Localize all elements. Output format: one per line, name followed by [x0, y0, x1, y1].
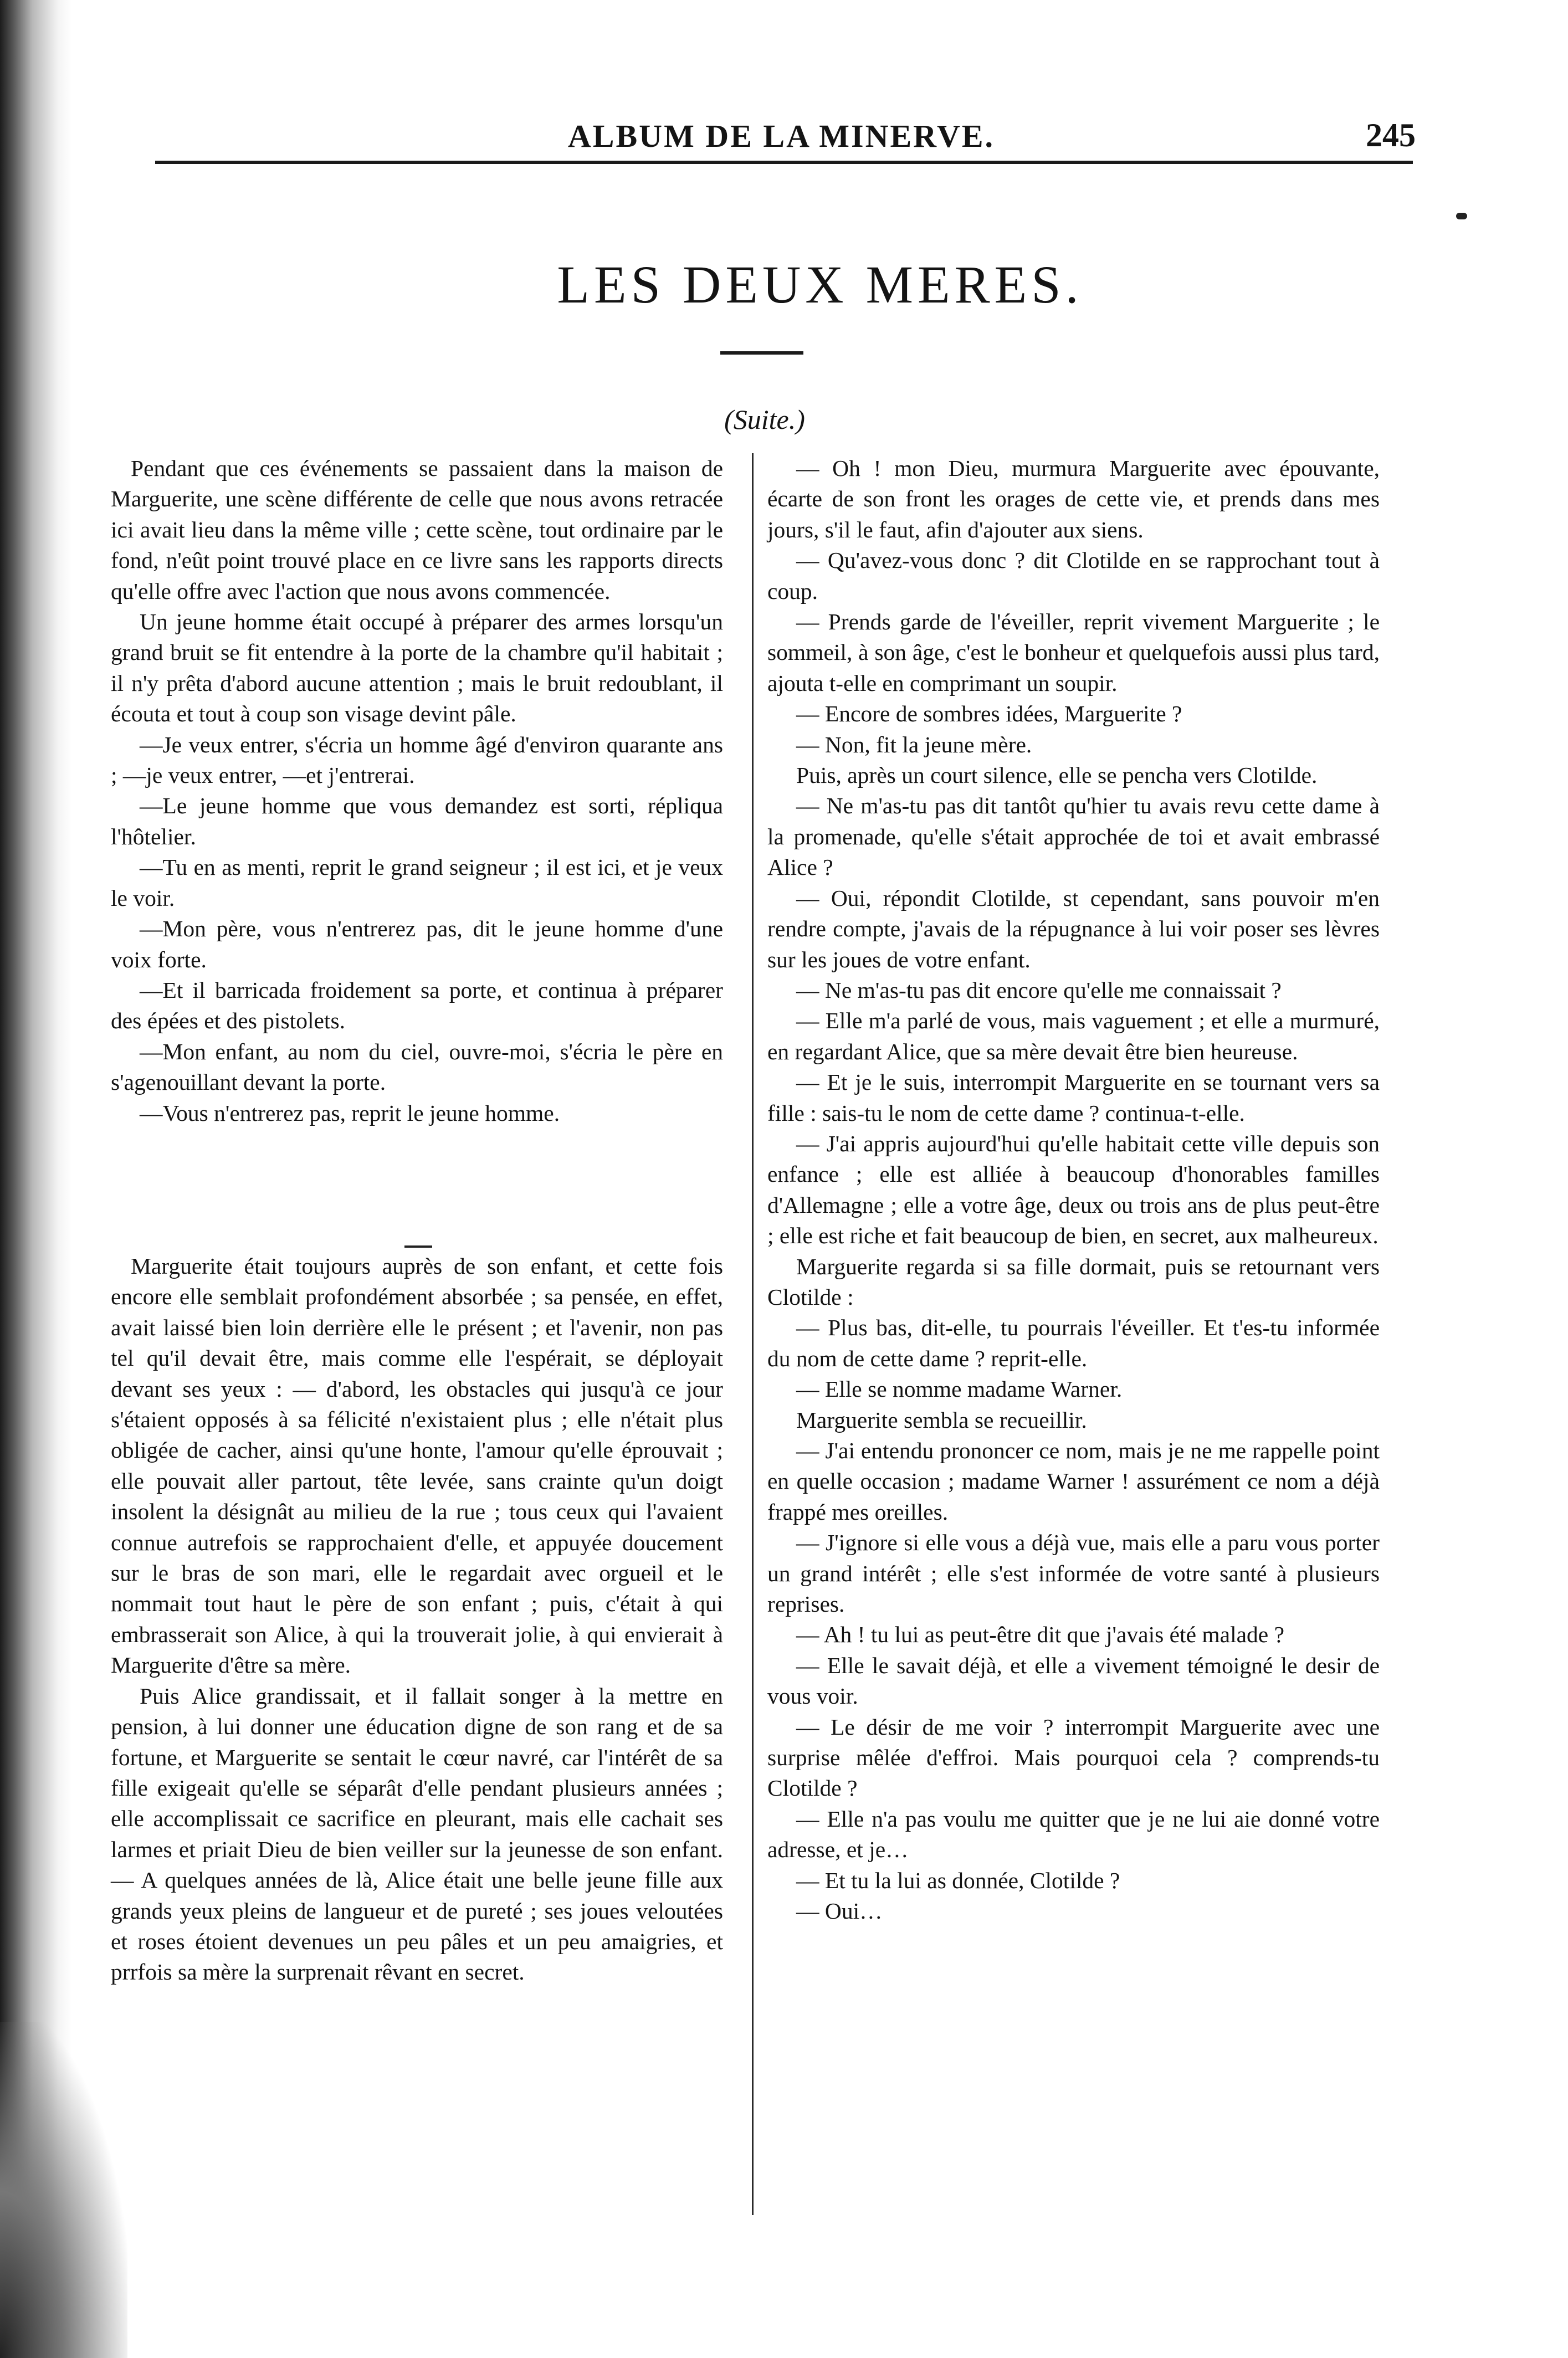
- paragraph: — Elle m'a parlé de vous, mais vaguement ; et elle a murmuré, en regardant Alice, que sa mère devait être bien heureuse.: [767, 1008, 1380, 1064]
- paragraph: — Prends garde de l'éveiller, reprit vivement Marguerite ; le sommeil, à son âge, c'est le bonheur et quelquefois aussi plus tard, ajouta t-elle en comprimant un soupir.: [767, 609, 1380, 696]
- paragraph: — Le désir de me voir ? interrompit Marguerite avec une surprise mêlée d'effroi. Mais pourquoi cela ? comprends-tu Clotilde ?: [767, 1714, 1380, 1801]
- header-rule: [155, 161, 1413, 164]
- paragraph: — Et tu la lui as donnée, Clotilde ?: [796, 1867, 1120, 1893]
- paragraph: — Elle se nomme madame Warner.: [796, 1376, 1123, 1402]
- column-divider: [752, 453, 754, 2215]
- left-column-lower: [111, 1251, 723, 1988]
- paragraph: Un jeune homme était occupé à préparer des armes lorsqu'un grand bruit se fit entendre à la porte de la chambre qu'il habitait ; il n'y prêta d'abord aucune attention ; mais le bruit redoublant, il écouta et tout à coup son visage devint pâle.: [111, 609, 723, 727]
- paragraph: — Oh ! mon Dieu, murmura Marguerite avec épouvante, écarte de son front les orages de cette vie, et prends dans mes jours, s'il le faut, afin d'ajouter aux siens.: [767, 455, 1380, 542]
- paragraph: — Ne m'as-tu pas dit encore qu'elle me connaissait ?: [796, 977, 1282, 1003]
- paragraph: — Elle le savait déjà, et elle a vivement témoigné le desir de vous voir.: [767, 1652, 1380, 1709]
- page-corner-shadow: [0, 2022, 127, 2358]
- paragraph: Puis Alice grandissait, et il fallait songer à la mettre en pension, à lui donner une éducation digne de son rang et de sa fortune, et Marguerite se sentait le cœur navré, car l'intérêt de sa fille exigeait qu'elle se séparât d'elle pendant plusieurs années ; elle accomplissait ce sacrifice en pleurant, mais elle cachait ses larmes et priait Dieu de bien veiller sur la jeunesse de son enfant. — A quelques années de là, Alice était une belle jeune fille aux grands yeux pleins de langueur et de pureté ; ses joues veloutées et roses étoient devenues un peu pâles et un peu amaigries, et prrfois sa mère la surprenait rêvant en secret.: [111, 1683, 723, 1985]
- paragraph: Pendant que ces événements se passaient dans la maison de Marguerite, une scène différente de celle que nous avons retracée ici avait lieu dans la même ville ; cette scène, tout ordinaire par le fond, n'eût point trouvé place en ce livre sans les rapports directs qu'elle offre avec l'action que nous avons commencée.: [111, 455, 723, 604]
- page-number: 245: [1366, 117, 1416, 153]
- ink-speck: [1456, 213, 1467, 219]
- paragraph: — Ah ! tu lui as peut-être dit que j'avais été malade ?: [796, 1622, 1284, 1648]
- paragraph: — Oui, répondit Clotilde, st cependant, sans pouvoir m'en rendre compte, j'avais de la répugnance à lui voir poser ses lèvres sur les joues de votre enfant.: [767, 885, 1380, 972]
- paragraph: — Elle n'a pas voulu me quitter que je ne lui aie donné votre adresse, et je…: [767, 1806, 1380, 1863]
- paragraph: —Le jeune homme que vous demandez est sorti, répliqua l'hôtelier.: [111, 793, 723, 849]
- right-column: [767, 453, 1380, 1927]
- article-title: LES DEUX MERES.: [557, 255, 1083, 314]
- paragraph: Marguerite regarda si sa fille dormait, puis se retournant vers Clotilde :: [767, 1253, 1380, 1310]
- paragraph: —Et il barricada froidement sa porte, et continua à préparer des épées et des pistolets.: [111, 977, 723, 1034]
- paragraph: — J'ignore si elle vous a déjà vue, mais elle a paru vous porter un grand intérêt ; elle s'est informée de votre santé à plusieurs reprises.: [767, 1530, 1380, 1617]
- paragraph: Marguerite était toujours auprès de son enfant, et cette fois encore elle semblait profondément absorbée ; sa pensée, en effet, avait laissé bien loin derrière elle le présent ; et l'avenir, non pas tel qu'il devait être, mais comme elle l'espérait, se déployait devant ses yeux : — d'abord, les obstacles qui jusqu'à ce jour s'étaient opposés à sa félicité n'existaient plus ; elle n'était plus obligée de cacher, ainsi qu'une honte, l'amour qu'elle éprouvait ; elle pouvait aller partout, tête levée, sans crainte qu'un doigt insolent la désignât au milieu de la rue ; tous ceux qui l'avaient connue autrefois se rapprochaient d'elle, et appuyée doucement sur le bras de son mari, elle le regardait avec orgueil et le nommait tout haut le père de son enfant ; puis, c'était à qui embrasserait son Alice, à qui la trouverait jolie, à qui envierait à Marguerite d'être sa mère.: [111, 1253, 723, 1678]
- paragraph: — J'ai entendu prononcer ce nom, mais je ne me rappelle point en quelle occasion ; madame Warner ! assurément ce nom a déjà frappé mes oreilles.: [767, 1438, 1380, 1525]
- paragraph: — Oui…: [796, 1898, 883, 1924]
- paragraph: Marguerite sembla se recueillir.: [796, 1407, 1087, 1433]
- section-break-rule: [404, 1245, 432, 1248]
- paragraph: — J'ai appris aujourd'hui qu'elle habitait cette ville depuis son enfance ; elle est alliée à beaucoup d'honorables familles d'Allemagne ; elle a votre âge, deux ou trois ans de plus peut-être ; elle est riche et fait beaucoup de bien, en secret, aux malheureux.: [767, 1130, 1380, 1249]
- paragraph: — Plus bas, dit-elle, tu pourrais l'éveiller. Et t'es-tu informée du nom de cette dame ? reprit-elle.: [767, 1315, 1380, 1371]
- left-column-upper: [111, 453, 723, 1129]
- paragraph: —Mon père, vous n'entrerez pas, dit le jeune homme d'une voix forte.: [111, 916, 723, 972]
- paragraph: —Vous n'entrerez pas, reprit le jeune homme.: [140, 1100, 560, 1126]
- article-subtitle: (Suite.): [724, 404, 805, 435]
- running-title: ALBUM DE LA MINERVE.: [567, 118, 995, 154]
- paragraph: — Qu'avez-vous donc ? dit Clotilde en se rapprochant tout à coup.: [767, 547, 1380, 604]
- paragraph: Puis, après un court silence, elle se pencha vers Clotilde.: [796, 762, 1318, 788]
- paragraph: — Non, fit la jeune mère.: [796, 731, 1032, 757]
- paragraph: —Tu en as menti, reprit le grand seigneur ; il est ici, et je veux le voir.: [111, 854, 723, 911]
- paragraph: —Mon enfant, au nom du ciel, ouvre-moi, s'écria le père en s'agenouillant devant la porte.: [111, 1038, 723, 1095]
- title-rule: [720, 351, 803, 355]
- paragraph: — Encore de sombres idées, Marguerite ?: [796, 701, 1182, 727]
- paragraph: — Et je le suis, interrompit Marguerite en se tournant vers sa fille : sais-tu le nom de cette dame ? continua-t-elle.: [767, 1069, 1380, 1126]
- paragraph: —Je veux entrer, s'écria un homme âgé d'environ quarante ans ; —je veux entrer, —et j'entrerai.: [111, 731, 723, 788]
- page-edge-shadow: [0, 0, 72, 2358]
- paragraph: — Ne m'as-tu pas dit tantôt qu'hier tu avais revu cette dame à la promenade, qu'elle s'était approchée de toi et avait embrassé Alice ?: [767, 793, 1380, 880]
